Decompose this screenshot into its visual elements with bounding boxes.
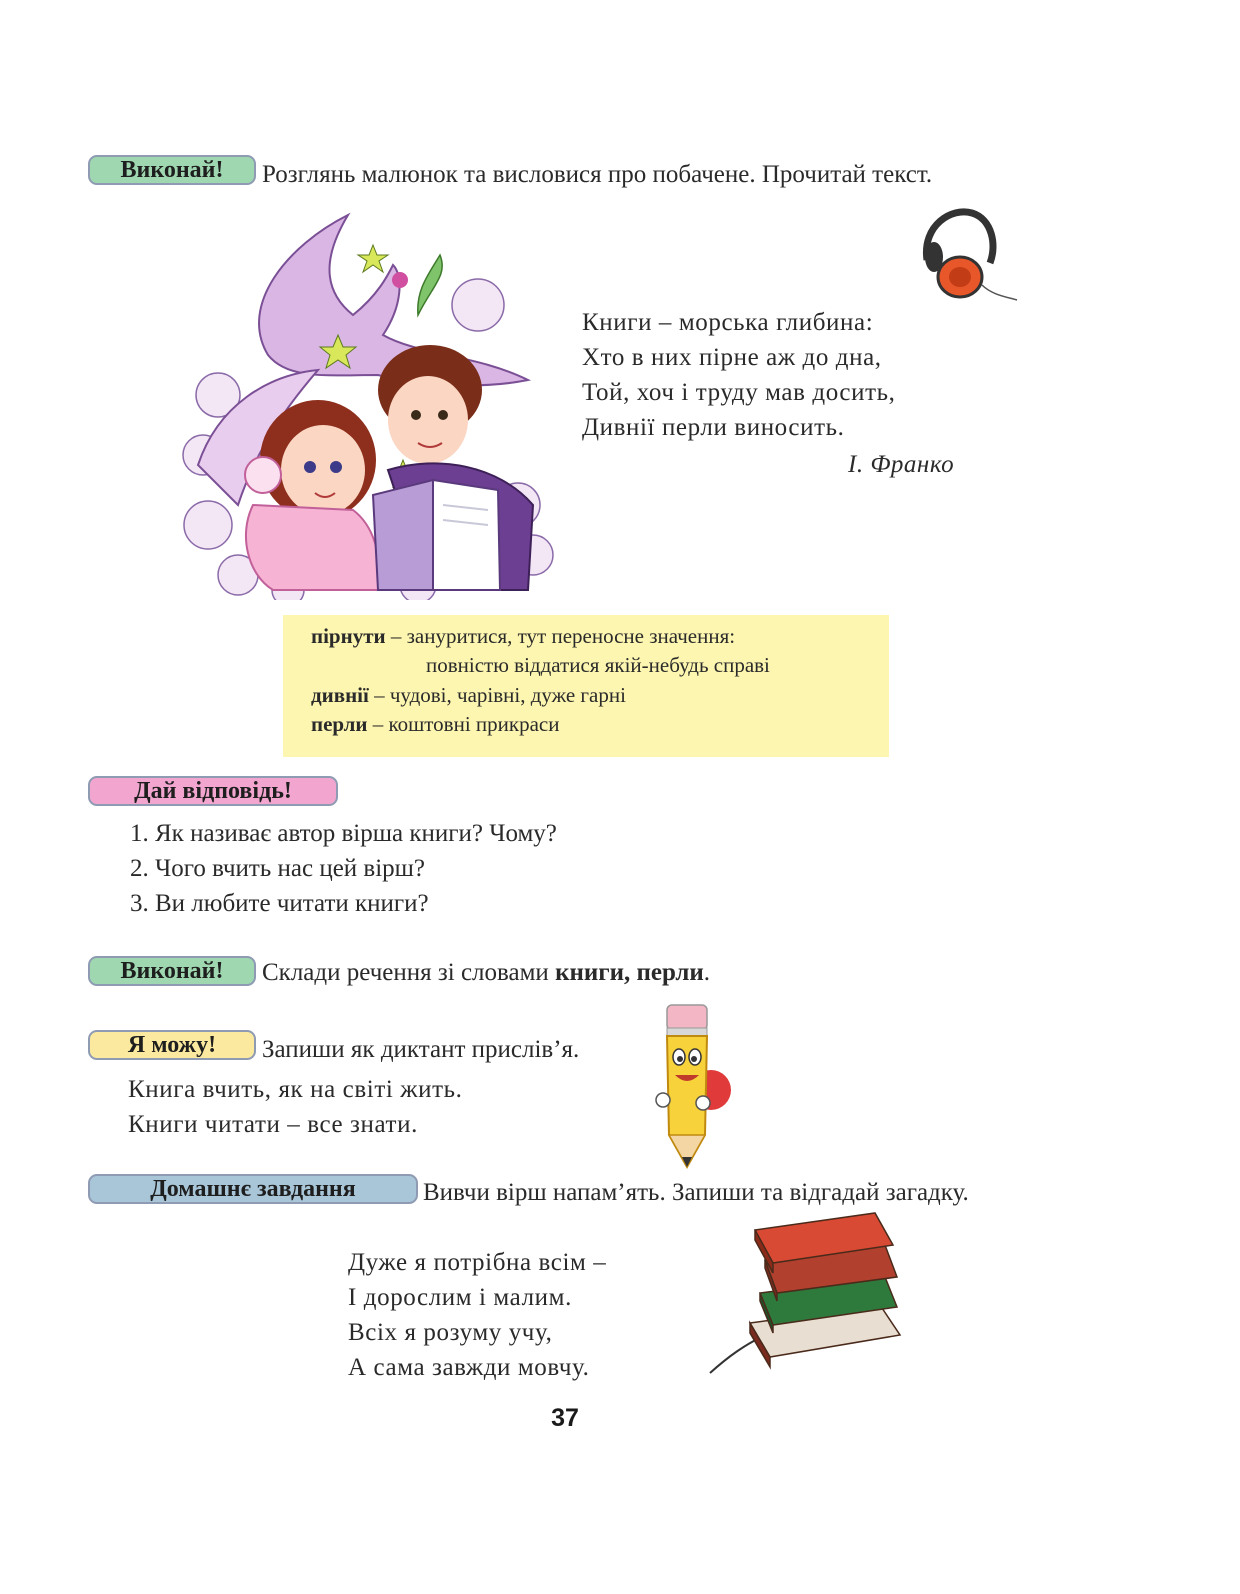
riddle-line: Всіх я розуму учу,	[348, 1319, 553, 1346]
proverbs	[128, 1072, 462, 1142]
task-badge-answer: Дай відповідь!	[88, 776, 338, 806]
glossary-definition: – чудові, чарівні, дуже гарні	[368, 683, 626, 707]
pencil-mascot-icon	[655, 995, 735, 1170]
page-number: 37	[551, 1404, 579, 1432]
glossary-box	[283, 615, 889, 757]
task-text: Склади речення зі словами	[262, 959, 556, 986]
glossary-definition-continued: повністю віддатися якій-небудь справі	[426, 653, 770, 677]
proverb-line: Книга вчить, як на світі жить.	[128, 1076, 463, 1103]
question-item: 2. Чого вчить нас цей вірш?	[130, 855, 426, 882]
task-badge-i-can: Я можу!	[88, 1030, 256, 1060]
glossary-entry	[311, 623, 735, 649]
task-badge-do: Виконай!	[88, 155, 256, 185]
question-item: 1. Як називає автор вірша книги? Чому?	[130, 820, 557, 847]
riddle-line: Дуже я потрібна всім –	[348, 1249, 607, 1276]
poem	[582, 305, 895, 445]
task-instruction	[262, 958, 710, 988]
stack-of-books-icon	[705, 1205, 905, 1380]
children-reading-illustration	[178, 205, 563, 600]
riddle	[348, 1245, 606, 1385]
task-badge-homework: Домашнє завдання	[88, 1174, 418, 1204]
glossary-term: пірнути	[311, 624, 386, 648]
task-instruction: Запиши як диктант прислів’я.	[262, 1036, 580, 1063]
riddle-line: А сама завжди мовчу.	[348, 1354, 590, 1381]
poem-line: Книги – морська глибина:	[582, 309, 874, 336]
glossary-definition: – коштовні прикраси	[367, 712, 560, 736]
task-instruction: Розглянь малюнок та висловися про побачене. Прочитай текст.	[262, 161, 933, 188]
proverb-line: Книги читати – все знати.	[128, 1111, 418, 1138]
glossary-term: перли	[311, 712, 368, 736]
riddle-line: І дорослим і малим.	[348, 1284, 572, 1311]
poem-author: І. Франко	[848, 451, 955, 478]
task-instruction: Вивчи вірш напам’ять. Запиши та відгадай загадку.	[423, 1179, 969, 1206]
poem-line: Хто в них пірне аж до дна,	[582, 344, 882, 371]
question-item: 3. Ви любите читати книги?	[130, 890, 429, 917]
poem-line: Дивнії перли виносить.	[582, 414, 845, 441]
task-text-end: .	[703, 959, 710, 986]
glossary-entry	[311, 711, 559, 737]
poem-line: Той, хоч і труду мав досить,	[582, 379, 896, 406]
glossary-term: дивнії	[311, 683, 369, 707]
task-keywords: книги, перли	[555, 959, 704, 986]
headphones-icon	[912, 205, 1022, 305]
task-badge-do: Виконай!	[88, 956, 256, 986]
glossary-definition: – зануритися, тут переносне значення:	[385, 624, 736, 648]
glossary-entry	[311, 682, 626, 708]
